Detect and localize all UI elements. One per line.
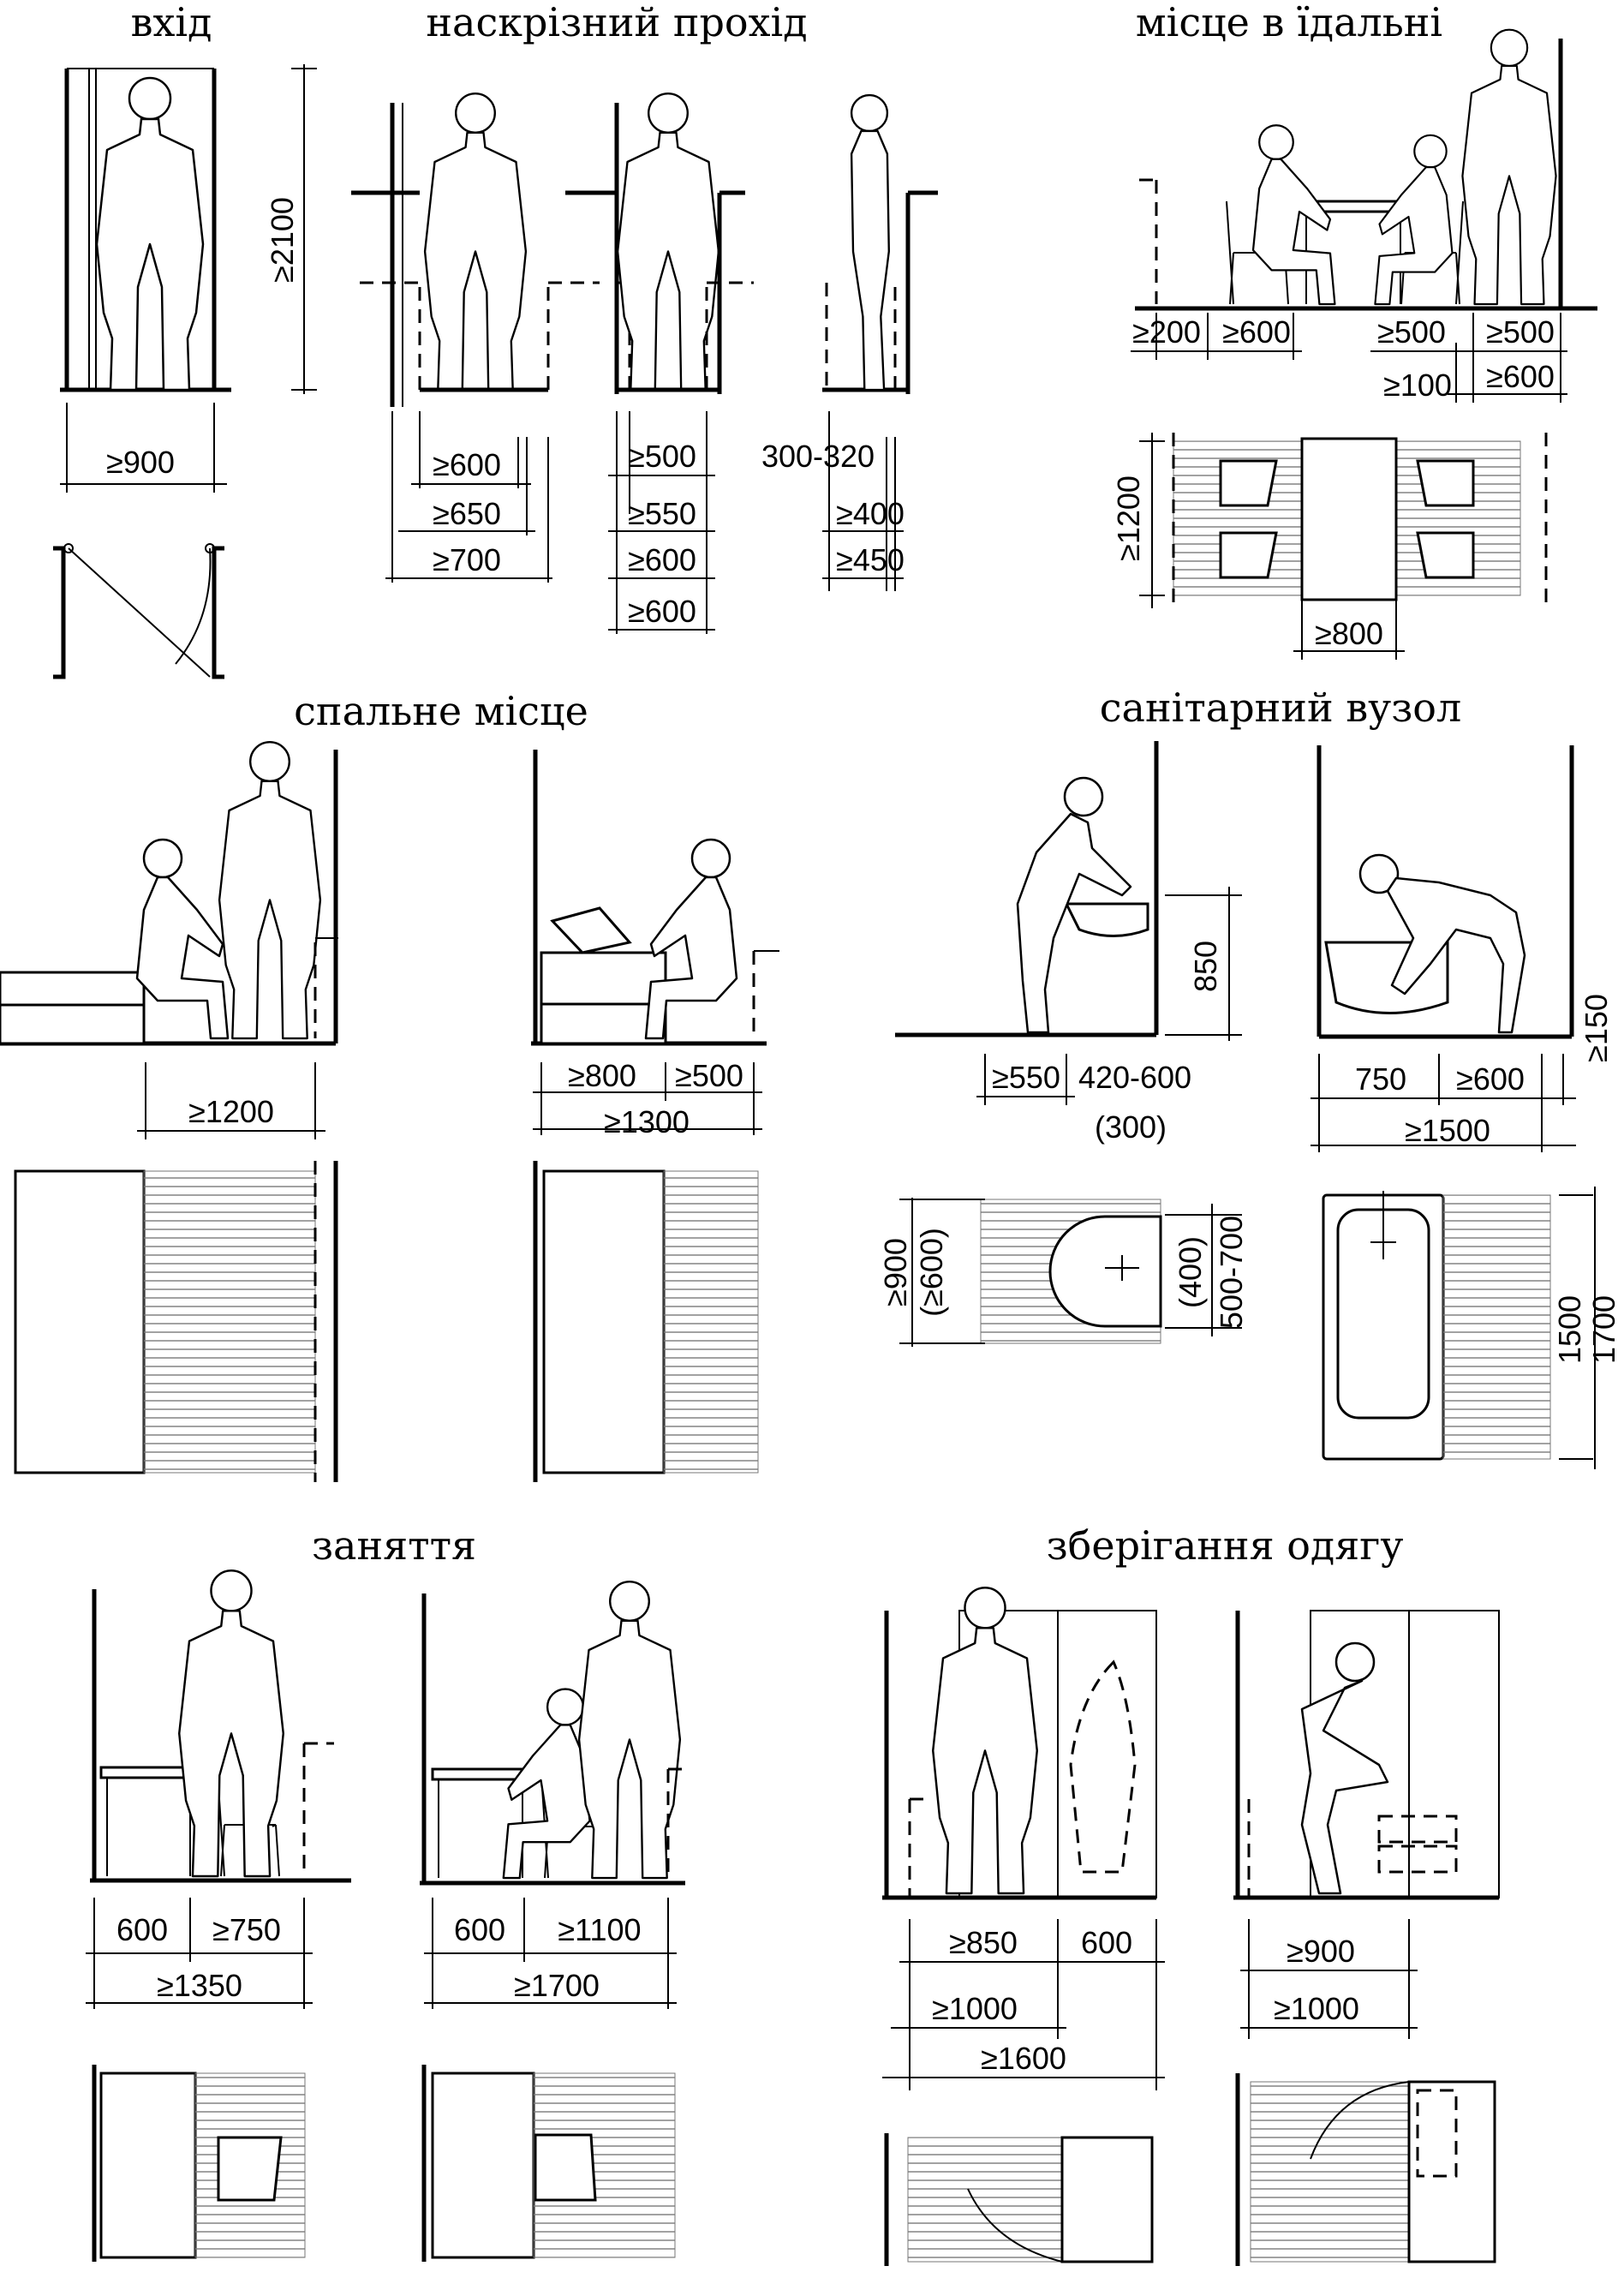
wardrobe-right-plan	[1238, 2073, 1495, 2266]
title-naskriznyi-prokhid: наскрізний прохід	[426, 0, 808, 45]
dim-washbasin-height: 850	[1188, 940, 1223, 993]
dim-vkhid-height: ≥2100	[265, 197, 300, 283]
dim-passage1-a: ≥600	[433, 447, 501, 482]
washbasin-plan	[878, 1198, 1249, 1347]
washbasin-elevation	[895, 741, 1242, 1145]
dim-washbasin-plan-range: 500-700	[1214, 1215, 1249, 1330]
wardrobe-right-elevation	[1233, 1611, 1499, 2039]
dim-bathtub-b: ≥600	[1456, 1061, 1525, 1097]
dim-study-right-total: ≥1700	[514, 1968, 600, 2003]
dim-dining-plan-width: ≥800	[1315, 616, 1383, 651]
dim-dining-d: ≥100	[1383, 368, 1452, 403]
dim-bed-right-b: ≥500	[675, 1058, 743, 1093]
dim-washbasin-plan-alt: (400)	[1173, 1235, 1208, 1309]
entrance-plan	[53, 544, 224, 677]
dining-elevation	[1131, 30, 1597, 403]
title-zaniattia: заняття	[311, 1522, 477, 1569]
dim-vkhid-width: ≥900	[106, 445, 175, 480]
dim-wardrobe-left-total: ≥1600	[981, 2041, 1066, 2076]
dim-dining-plan-depth: ≥1200	[1111, 475, 1146, 561]
dim-study-right-b: ≥1100	[558, 1912, 642, 1947]
dim-wardrobe-right-a: ≥900	[1287, 1934, 1355, 1969]
bedroom-left-elevation	[0, 742, 338, 1139]
dim-bed-right-total: ≥1300	[604, 1104, 690, 1139]
dim-passage2-d: ≥600	[628, 594, 696, 629]
dim-bed-right-a: ≥800	[568, 1058, 636, 1093]
dim-washbasin-depth-alt: (300)	[1094, 1109, 1167, 1145]
dim-wardrobe-left-c: ≥1000	[932, 1991, 1018, 2026]
dim-dining-f: ≥600	[1486, 359, 1555, 394]
dim-passage3-b: ≥400	[836, 496, 905, 531]
study-right-plan	[424, 2065, 675, 2262]
dim-passage2-b: ≥550	[628, 496, 696, 531]
study-right-elevation	[420, 1581, 690, 2009]
dim-study-left-total: ≥1350	[157, 1968, 242, 2003]
title-zberihannia-odiahu: зберігання одягу	[1046, 1522, 1404, 1569]
passage-figure-1	[351, 93, 600, 583]
dining-plan	[1111, 433, 1546, 660]
dim-dining-c: ≥500	[1377, 314, 1446, 350]
title-sanvuzol: санітарний вузол	[1099, 685, 1462, 731]
entrance-elevation	[60, 64, 317, 493]
dim-dining-a: ≥200	[1132, 314, 1201, 350]
bedroom-left-plan	[15, 1161, 336, 1482]
title-vkhid: вхід	[130, 0, 212, 45]
title-spalne-mistse: спальне місце	[294, 688, 588, 734]
dim-washbasin-plan-width: ≥900	[878, 1238, 913, 1306]
dim-study-left-a: 600	[116, 1912, 169, 1947]
dim-passage3-a: 300-320	[761, 439, 875, 474]
dim-wardrobe-right-b: ≥1000	[1274, 1991, 1359, 2026]
dim-bed-left-clearance: ≥1200	[188, 1094, 274, 1129]
dim-passage2-a: ≥500	[628, 439, 696, 474]
dim-study-left-b: ≥750	[212, 1912, 281, 1947]
passage-figure-3	[761, 95, 938, 591]
dim-passage1-c: ≥700	[433, 542, 501, 577]
dim-washbasin-depth: 420-600	[1078, 1060, 1192, 1095]
dim-dining-b: ≥600	[1222, 314, 1291, 350]
bedroom-right-plan	[535, 1161, 758, 1482]
wardrobe-left-elevation	[882, 1587, 1165, 2090]
dim-passage1-b: ≥650	[433, 496, 501, 531]
dim-study-right-a: 600	[453, 1912, 506, 1947]
title-idalnia: місце в їдальні	[1135, 0, 1443, 45]
dim-wardrobe-left-a: ≥850	[949, 1925, 1018, 1960]
dim-bathtub-c: ≥150	[1579, 994, 1614, 1062]
dim-washbasin-plan-width-alt: (≥600)	[914, 1228, 949, 1317]
passage-figure-2	[565, 93, 754, 634]
dim-wardrobe-left-b: 600	[1080, 1925, 1133, 1960]
study-left-plan	[94, 2065, 305, 2262]
wardrobe-left-plan	[887, 2133, 1152, 2266]
dim-bathtub-plan-a: 1500	[1552, 1294, 1587, 1365]
study-left-elevation	[86, 1570, 351, 2009]
bathtub-elevation	[1311, 745, 1614, 1152]
dim-bathtub-a: 750	[1354, 1061, 1407, 1097]
dim-bathtub-total: ≥1500	[1405, 1113, 1490, 1148]
dim-dining-e: ≥500	[1486, 314, 1555, 350]
dim-washbasin-front: ≥550	[992, 1060, 1060, 1095]
dim-bathtub-plan-b: 1700	[1586, 1294, 1621, 1365]
bathtub-plan	[1323, 1187, 1621, 1469]
dim-passage2-c: ≥600	[628, 542, 696, 577]
bedroom-right-elevation	[531, 750, 779, 1139]
dim-passage3-c: ≥450	[836, 542, 905, 577]
